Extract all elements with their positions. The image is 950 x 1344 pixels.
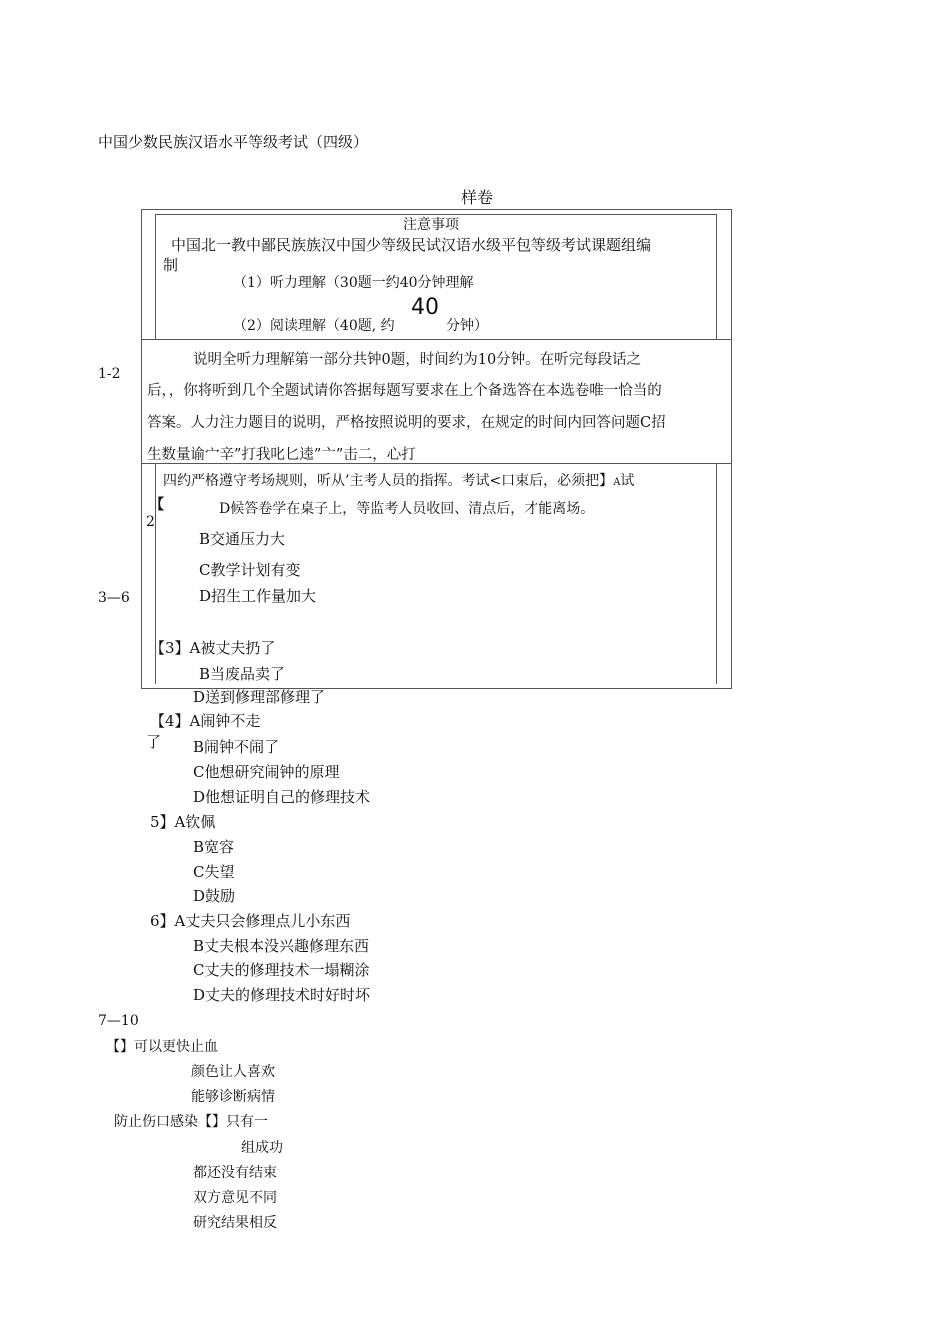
notice-item-1: （1）听力理解（30题一约40分钟理解: [233, 275, 474, 291]
instructions-line-1: 说明全听力理解第一部分共钟0题，时间约为10分钟。在听完每段话之: [193, 352, 642, 368]
rules-line-2: D候答卷学在桌子上，等监考人员收回、清点后，才能离场。: [219, 501, 595, 517]
q4-option-d: D他想证明自己的修理技术: [193, 788, 371, 806]
option-b-traffic: B交通压力大: [199, 530, 286, 548]
option-d-recruit: D招生工作量加大: [199, 587, 317, 605]
document-title: 中国少数民族汉语水平等级考试（四级）: [98, 133, 369, 151]
notice-item-2-end: 分钟）: [446, 318, 488, 334]
notice-item-2-number: 40: [411, 295, 439, 320]
section-label-7-10: 7—10: [98, 1013, 139, 1029]
q4-option-b: B闹钟不闹了: [193, 738, 280, 756]
q4-option-c: C他想研究闹钟的原理: [193, 763, 340, 781]
q5-option-c: C失望: [193, 863, 235, 881]
q5-option-a: 5】A钦佩: [150, 813, 216, 831]
q7-option-a: 【】可以更快止血: [106, 1039, 218, 1055]
rules-bracket: 【: [150, 497, 164, 513]
rules-number: 2: [146, 514, 155, 530]
q4-option-a-tail: 了: [146, 733, 162, 751]
notice-org-line-2: 制: [163, 256, 179, 274]
q8-option-b: 组成功: [241, 1140, 283, 1156]
q4-option-a: 【4】A闹钟不走: [150, 712, 261, 730]
section-label-3-6: 3—6: [98, 590, 130, 606]
q8-option-c: 都还没有结束: [193, 1165, 277, 1181]
q7-option-d: 防止伤口感染【】只有一: [114, 1114, 268, 1130]
section-label-1-2: 1-2: [98, 366, 121, 382]
q8-option-d: 双方意见不同: [193, 1190, 277, 1206]
q5-option-b: B宽容: [193, 838, 235, 856]
instructions-line-2: 后，，你将听到几个全题试请你答据每题写要求在上个备选答在本选卷唯一恰当的: [147, 383, 662, 399]
q3-option-d: D送到修理部修理了: [193, 688, 326, 706]
instructions-line-4: 生数量谕宀辛”打我叱匕逵”亠”击二，心打: [147, 447, 416, 462]
q7-option-b: 颜色让人喜欢: [191, 1064, 275, 1080]
q7-option-c: 能够诊断病情: [191, 1089, 275, 1105]
q6-option-a: 6】A丈夫只会修理点儿小东西: [150, 912, 351, 930]
q6-option-b: B丈夫根本没兴趣修理东西: [193, 937, 370, 955]
q5-option-d: D鼓励: [193, 887, 236, 905]
notice-org-line: 中国北一教中鄙民族族汉中国少等级民试汉语水级平包等级考试课题组编: [171, 236, 652, 254]
document-subtitle: 样卷: [461, 188, 494, 207]
option-c-plan: C教学计划有变: [199, 561, 301, 579]
rules-line-1: [163, 473, 634, 490]
rules-line-1-end: 试: [620, 473, 635, 489]
q8-option-e: 研究结果相反: [193, 1215, 277, 1231]
q3-option-b: B当废品卖了: [199, 665, 286, 683]
notice-heading: 注意事项: [403, 217, 459, 233]
rules-line-1-text: 四约严格遵守考场规则，听从’主考人员的指挥。考试<口束后，必须把】: [163, 473, 614, 489]
instructions-line-3: 答案。人力注力题目的说明，严格按照说明的要求，在规定的时间内回答问题C招: [147, 415, 666, 431]
q3-option-a: 【3】A被丈夫扔了: [150, 639, 276, 657]
q6-option-c: C丈夫的修理技术一塌糊涂: [193, 961, 370, 979]
rules-line-1-small: A: [613, 477, 621, 488]
notice-item-2: （2）阅读理解（40题, 约: [233, 318, 395, 334]
q6-option-d: D丈夫的修理技术时好时坏: [193, 986, 371, 1004]
